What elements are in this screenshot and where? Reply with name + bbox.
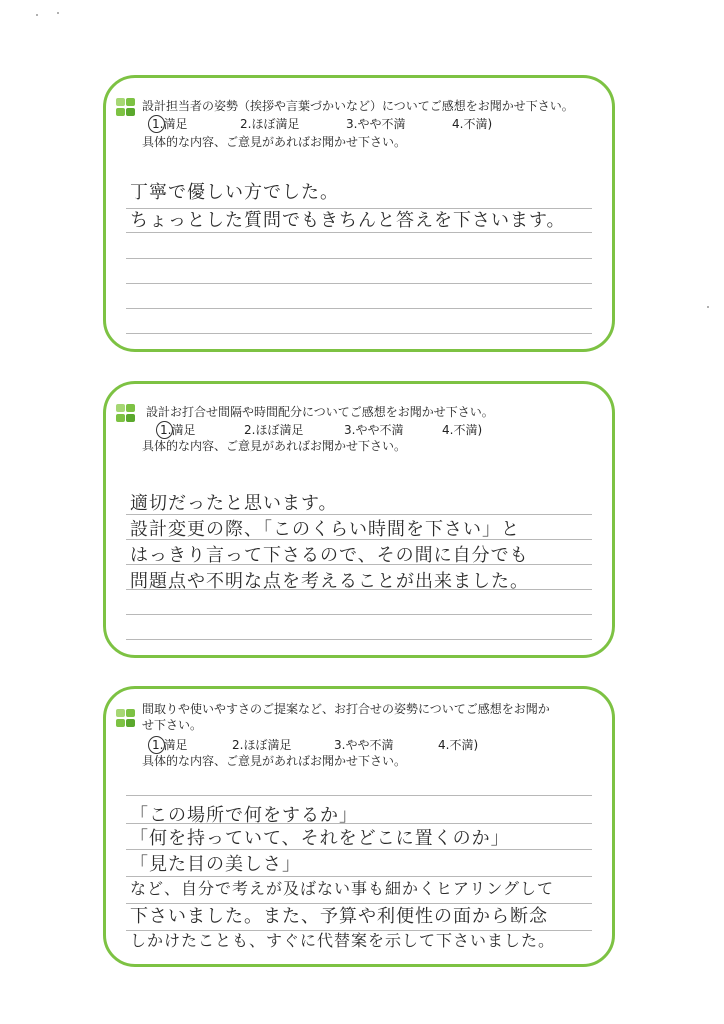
- question-text: 設計担当者の姿勢（挨拶や言葉づかいなど）についてご感想をお聞かせ下さい。: [142, 99, 574, 113]
- rating-options: [146, 422, 604, 438]
- survey-card-2: [103, 381, 615, 658]
- option-somewhat-dissatisfied[interactable]: 3.やや不満: [346, 117, 406, 131]
- clover-logo-icon: [116, 404, 138, 424]
- option-somewhat-dissatisfied[interactable]: 3.やや不満: [334, 738, 394, 752]
- option-mostly-satisfied[interactable]: 2.ほぼ満足: [244, 423, 304, 437]
- rating-options: [146, 116, 604, 132]
- option-satisfied[interactable]: 1.満足: [160, 423, 196, 437]
- handwritten-answer-line: ちょっとした質問でもきちんと答えを下さいます。: [130, 210, 566, 231]
- question-text: 間取りや使いやすさのご提案など、お打合せの姿勢についてご感想をお聞かせ下さい。: [142, 702, 550, 732]
- handwritten-answer-line: 「この場所で何をするか」: [130, 805, 358, 826]
- option-dissatisfied[interactable]: 4.不満): [442, 423, 483, 437]
- handwritten-answer-line: しかけたことも、すぐに代替案を示して下さいました。: [130, 931, 556, 950]
- clover-logo-icon: [116, 709, 138, 729]
- scan-speck: [36, 14, 38, 16]
- handwritten-answer-line: 問題点や不明な点を考えることが出来ました。: [130, 571, 529, 592]
- handwritten-answer-line: はっきり言って下さるので、その間に自分でも: [130, 545, 529, 566]
- option-somewhat-dissatisfied[interactable]: 3.やや不満: [344, 423, 404, 437]
- comment-prompt: 具体的な内容、ご意見があればお聞かせ下さい。: [142, 135, 407, 149]
- option-mostly-satisfied[interactable]: 2.ほぼ満足: [232, 738, 292, 752]
- handwritten-answer-line: 下さいました。また、予算や利便性の面から断念: [130, 906, 548, 927]
- rating-options: [146, 737, 604, 753]
- handwritten-answer-line: 適切だったと思います。: [130, 493, 338, 514]
- comment-prompt: 具体的な内容、ご意見があればお聞かせ下さい。: [142, 754, 407, 768]
- question-text: 設計お打合せ間隔や時間配分についてご感想をお聞かせ下さい。: [146, 405, 494, 419]
- handwritten-answer-line: 「何を持っていて、それをどこに置くのか」: [130, 828, 510, 849]
- handwritten-answer-line: 丁寧で優しい方でした。: [130, 182, 339, 203]
- option-dissatisfied[interactable]: 4.不満): [438, 738, 479, 752]
- scan-speck: [57, 12, 59, 14]
- clover-logo-icon: [116, 98, 138, 118]
- comment-prompt: 具体的な内容、ご意見があればお聞かせ下さい。: [142, 439, 407, 453]
- handwritten-answer-line: 「見た目の美しさ」: [130, 854, 301, 875]
- handwritten-answer-line: など、自分で考えが及ばない事も細かくヒアリングして: [130, 879, 555, 898]
- handwritten-answer-line: 設計変更の際、「このくらい時間を下さい」と: [130, 519, 520, 540]
- survey-card-3: [103, 686, 615, 967]
- option-mostly-satisfied[interactable]: 2.ほぼ満足: [240, 117, 300, 131]
- scan-speck: [707, 306, 709, 308]
- option-satisfied[interactable]: 1.満足: [152, 117, 188, 131]
- option-satisfied[interactable]: 1.満足: [152, 738, 188, 752]
- survey-card-1: [103, 75, 615, 352]
- option-dissatisfied[interactable]: 4.不満): [452, 117, 493, 131]
